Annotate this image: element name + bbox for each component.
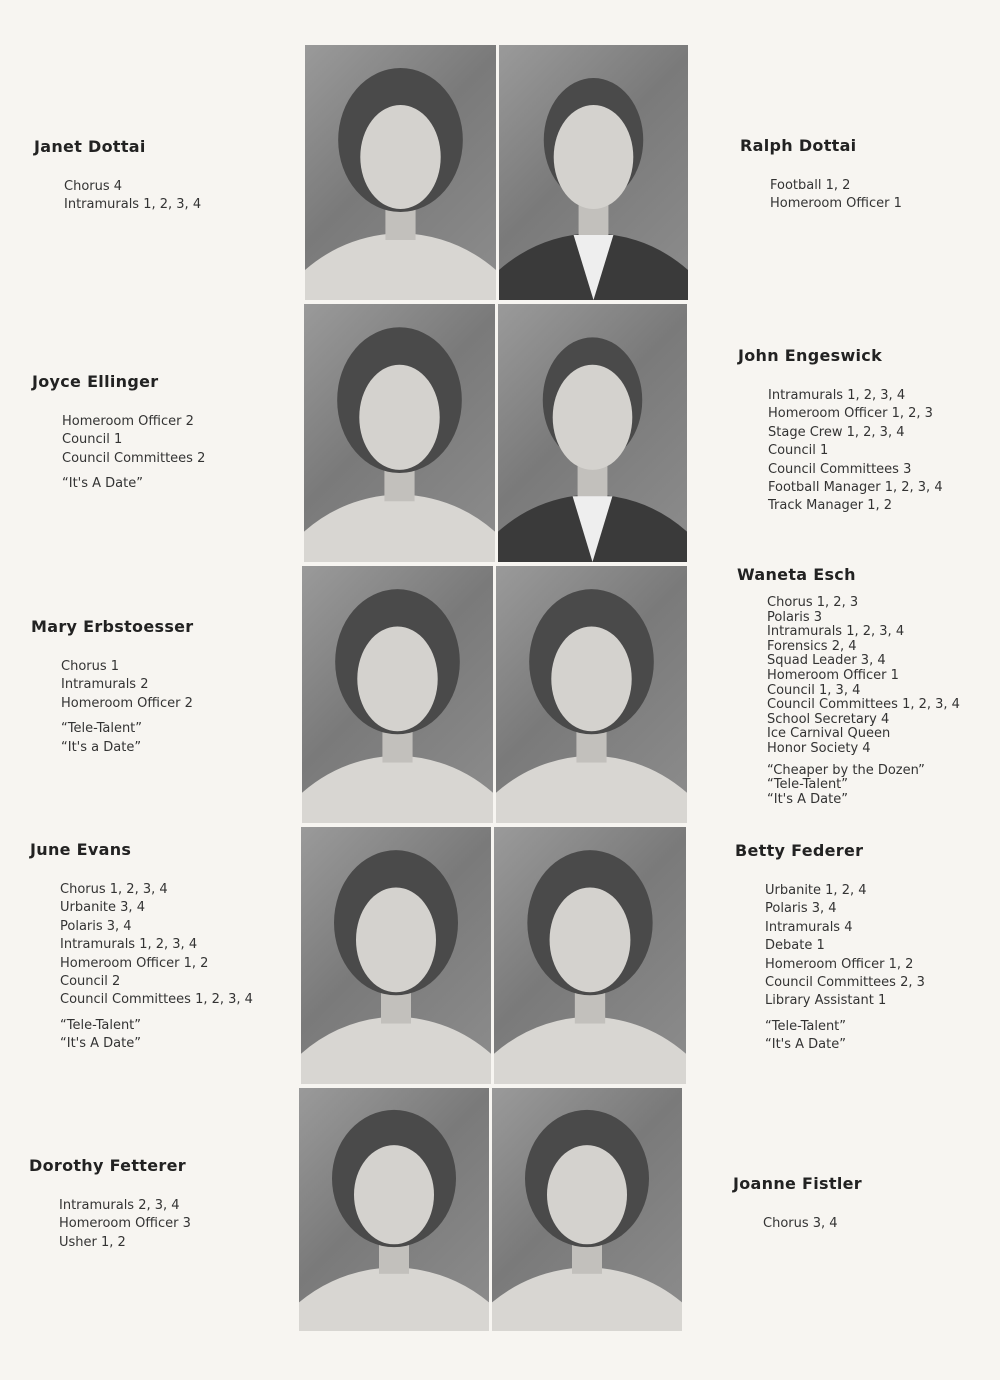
portrait-female-icon xyxy=(305,45,496,300)
activity-item: Honor Society 4 xyxy=(767,740,871,756)
activity-item: “It's A Date” xyxy=(62,476,143,492)
activity-item: Chorus 1, 2, 3, 4 xyxy=(60,882,168,897)
student-entry-betty-federer xyxy=(735,841,925,1055)
portrait-female-icon xyxy=(492,1088,682,1331)
portrait-photo-waneta-esch xyxy=(496,566,687,823)
activity-item: Urbanite 1, 2, 4 xyxy=(765,883,867,898)
activity-item: “Tele-Talent” xyxy=(767,777,849,793)
portrait-photo-june-evans xyxy=(301,827,491,1084)
activity-item: “It's A Date” xyxy=(765,1037,846,1053)
student-name: Janet Dottai xyxy=(34,137,146,156)
student-entry-ralph-dottai xyxy=(740,136,902,214)
activity-item: Forensics 2, 4 xyxy=(767,638,857,654)
portrait-male-icon xyxy=(498,304,687,562)
portrait-photo-betty-federer xyxy=(494,827,686,1084)
student-name: Mary Erbstoesser xyxy=(31,617,194,636)
activity-item: Council 1 xyxy=(768,443,829,459)
student-name: Joyce Ellinger xyxy=(32,372,159,391)
activity-item: Polaris 3, 4 xyxy=(765,901,837,917)
activity-item: Intramurals 1, 2, 3, 4 xyxy=(64,197,202,213)
activity-item: Homeroom Officer 1, 2 xyxy=(60,955,209,971)
portrait-photo-janet-dottai xyxy=(305,45,496,300)
activity-item: Library Assistant 1 xyxy=(765,993,887,1009)
activity-item: Homeroom Officer 2 xyxy=(62,414,194,429)
student-entry-joanne-fistler xyxy=(733,1174,862,1233)
portrait-male-icon xyxy=(499,45,688,300)
activity-item: Chorus 1, 2, 3 xyxy=(767,595,859,610)
activity-list xyxy=(62,413,205,494)
student-entry-dorothy-fetterer xyxy=(29,1156,191,1252)
student-entry-joyce-ellinger xyxy=(32,372,205,494)
activity-item: Council 1, 3, 4 xyxy=(767,682,861,698)
activity-item: “Cheaper by the Dozen” xyxy=(767,762,925,778)
activity-item: “Tele-Talent” xyxy=(765,1018,847,1034)
activity-item: “Tele-Talent” xyxy=(61,721,143,737)
student-entry-john-engeswick xyxy=(738,346,943,516)
activity-item: Intramurals 2, 3, 4 xyxy=(59,1198,180,1213)
portrait-photo-dorothy-fetterer xyxy=(299,1088,489,1331)
activity-list xyxy=(61,658,194,757)
student-name: Joanne Fistler xyxy=(733,1174,862,1193)
student-name: Waneta Esch xyxy=(737,565,856,584)
activity-item: Football 1, 2 xyxy=(770,178,851,193)
activity-item: Council Committees 1, 2, 3, 4 xyxy=(60,992,253,1008)
portrait-female-icon xyxy=(496,566,687,823)
activity-list xyxy=(767,596,960,807)
activity-list xyxy=(763,1215,862,1233)
activity-item: Polaris 3 xyxy=(767,609,823,625)
activity-item: Intramurals 1, 2, 3, 4 xyxy=(768,388,906,403)
activity-item: Debate 1 xyxy=(765,938,825,954)
portrait-photo-joyce-ellinger xyxy=(304,304,495,562)
activity-list xyxy=(770,177,902,214)
activity-list xyxy=(768,387,943,516)
activity-list xyxy=(60,881,253,1054)
student-entry-janet-dottai xyxy=(34,137,201,215)
activity-item: Chorus 1 xyxy=(61,659,120,674)
activity-item: Intramurals 1, 2, 3, 4 xyxy=(767,624,905,640)
activity-item: Homeroom Officer 1 xyxy=(770,196,902,212)
activity-item: Usher 1, 2 xyxy=(59,1234,126,1250)
activity-item: “It's a Date” xyxy=(61,739,142,755)
activity-item: Council Committees 2, 3 xyxy=(765,975,925,991)
activity-item: Urbanite 3, 4 xyxy=(60,900,145,916)
student-name: Dorothy Fetterer xyxy=(29,1156,186,1175)
portrait-photo-mary-erbstoesser xyxy=(302,566,493,823)
student-name: John Engeswick xyxy=(738,346,883,365)
activity-item: Chorus 3, 4 xyxy=(763,1216,838,1231)
activity-item: Council 2 xyxy=(60,974,121,990)
student-name: Betty Federer xyxy=(735,841,864,860)
portrait-photo-john-engeswick xyxy=(498,304,687,562)
activity-item: Homeroom Officer 3 xyxy=(59,1216,191,1232)
activity-item: Council Committees 3 xyxy=(768,461,912,477)
student-name: June Evans xyxy=(30,840,132,859)
portrait-female-icon xyxy=(302,566,493,823)
activity-item: Polaris 3, 4 xyxy=(60,918,132,934)
activity-item: Chorus 4 xyxy=(64,179,123,194)
activity-item: Homeroom Officer 1 xyxy=(767,667,899,683)
activity-list xyxy=(59,1197,191,1252)
activity-item: Intramurals 4 xyxy=(765,919,853,935)
activity-item: Homeroom Officer 1, 2 xyxy=(765,956,914,972)
activity-item: “It's A Date” xyxy=(767,791,848,807)
student-name: Ralph Dottai xyxy=(740,136,857,155)
activity-item: Homeroom Officer 2 xyxy=(61,695,193,711)
portrait-female-icon xyxy=(299,1088,489,1331)
portrait-photo-joanne-fistler xyxy=(492,1088,682,1331)
activity-item: School Secretary 4 xyxy=(767,711,890,727)
portrait-female-icon xyxy=(494,827,686,1084)
student-entry-waneta-esch xyxy=(737,565,960,807)
activity-item: Football Manager 1, 2, 3, 4 xyxy=(768,480,943,496)
activity-item: Stage Crew 1, 2, 3, 4 xyxy=(768,424,905,440)
student-entry-june-evans xyxy=(30,840,253,1054)
activity-item: Ice Carnival Queen xyxy=(767,726,891,742)
activity-item: Squad Leader 3, 4 xyxy=(767,653,886,669)
activity-item: Intramurals 1, 2, 3, 4 xyxy=(60,937,198,953)
student-entry-mary-erbstoesser xyxy=(31,617,194,757)
portrait-female-icon xyxy=(304,304,495,562)
portrait-female-icon xyxy=(301,827,491,1084)
activity-item: Council Committees 1, 2, 3, 4 xyxy=(767,697,960,713)
activity-item: “Tele-Talent” xyxy=(60,1017,142,1033)
activity-item: Intramurals 2 xyxy=(61,677,149,693)
activity-item: “It's A Date” xyxy=(60,1036,141,1052)
activity-item: Homeroom Officer 1, 2, 3 xyxy=(768,406,933,422)
portrait-photo-ralph-dottai xyxy=(499,45,688,300)
activity-list xyxy=(64,178,201,215)
activity-list xyxy=(765,882,925,1055)
activity-item: Council Committees 2 xyxy=(62,450,206,466)
activity-item: Track Manager 1, 2 xyxy=(768,498,893,514)
activity-item: Council 1 xyxy=(62,432,123,448)
